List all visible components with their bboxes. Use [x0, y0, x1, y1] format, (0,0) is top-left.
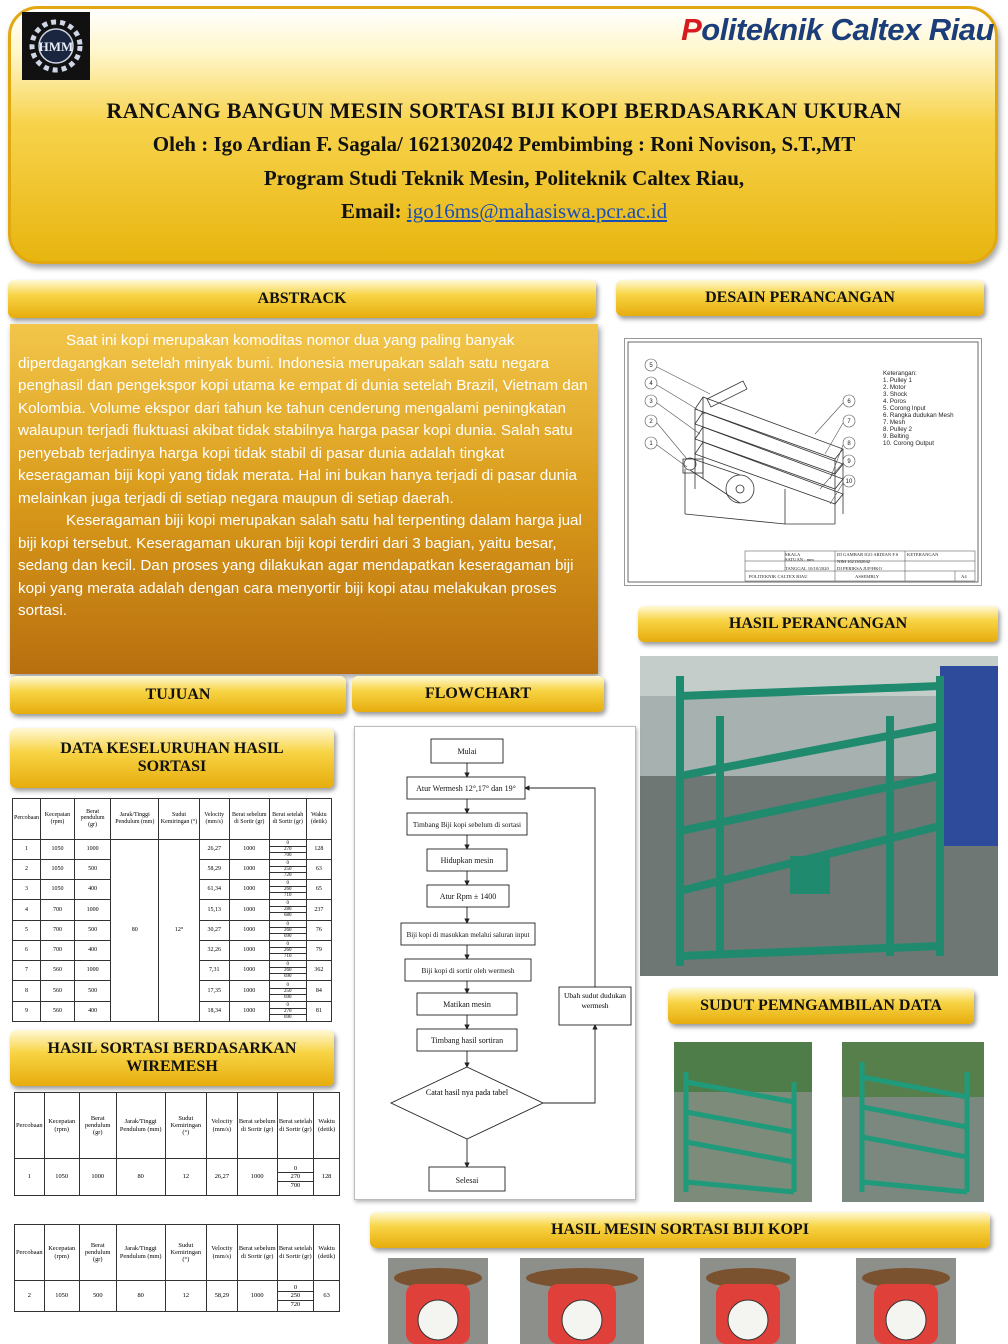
col-header: Kecepatan (rpm) [44, 1093, 79, 1159]
callout-9: 9 [847, 459, 851, 465]
scale-photo-4 [856, 1258, 956, 1344]
program-line: Program Studi Teknik Mesin, Politeknik Caltex Riau, [263, 166, 745, 190]
callout-1: 1 [649, 441, 653, 447]
col-header: Berat setelah di Sortir (gr) [269, 799, 306, 840]
col-header: Kecepatan (rpm) [41, 799, 75, 840]
col-header: Sudut Kemiringan (°) [165, 1225, 206, 1281]
abstract-paragraph-2: Keseragaman biji kopi merupakan salah satu hal terpenting dalam harga jual biji kopi tersebut. Keseragaman ukuran biji kopi terdiri dari 3 bagian, yaitu besar, sedang dan kecil. Dan proses yang dilakukan agar mendapatkan keseragaman biji kopi yang merata adalah dengan cara menyortir biji kopi atau melakukan proses sortasi. [18, 512, 582, 619]
author-line: Oleh : Igo Ardian F. Sagala/ 1621302042 Pembimbing : Roni Novison, S.T.,MT [152, 132, 856, 156]
col-header: Berat sebelum di Sortir (gr) [237, 1225, 277, 1281]
tb-skala: SKALA [785, 552, 801, 557]
keterangan-item: 6. Rangka dudukan Mesh [883, 412, 954, 419]
callout-2: 2 [649, 419, 653, 425]
abstract-box [10, 324, 598, 674]
flow-step: Hidupkan mesin [440, 856, 494, 865]
col-header: Jarak/Tinggi Pendulum (mm) [111, 799, 159, 840]
tb-keterangan: KETERANGAN [907, 552, 939, 557]
machine-photo [640, 656, 998, 976]
keterangan-title: Keterangan: [883, 370, 917, 377]
col-header: Waktu (detik) [314, 1225, 340, 1281]
callout-6: 6 [847, 399, 851, 405]
col-header: Sudut Kemiringan (°) [165, 1093, 206, 1159]
section-sudut: SUDUT PEMNGAMBILAN DATA [668, 988, 974, 1024]
tb-satuan: SATUAN : mm [785, 557, 814, 562]
table-row: 1 1050 1000 80 12° 26,27 1000 0 270 700 128 [13, 839, 332, 859]
keterangan-item: 2. Motor [883, 384, 906, 391]
keterangan-item: 3. Shock [883, 391, 908, 398]
keterangan-item: 8. Pulley 2 [883, 426, 912, 433]
col-header: Percobaan [15, 1093, 45, 1159]
flowchart-panel [354, 726, 636, 1200]
section-hasil-wiremesh: HASIL SORTASI BERDASARKAN WIREMESH [10, 1030, 334, 1086]
flow-step: Atur Wermesh 12°,17° dan 19° [416, 784, 516, 793]
email-label: Email: [340, 199, 407, 223]
callout-4: 4 [649, 381, 653, 387]
keterangan-item: 10. Corong Output [883, 440, 934, 447]
machine-drawing [625, 339, 981, 585]
table-w2-wrap [14, 1224, 340, 1312]
brand-name: Politeknik Caltex Riau [681, 12, 994, 47]
scale-photo-2 [520, 1258, 644, 1344]
col-header: Percobaan [13, 799, 41, 840]
col-header: Berat sebelum di Sortir (gr) [229, 799, 269, 840]
table-all-wrap [12, 798, 332, 1022]
section-tujuan: TUJUAN [10, 676, 346, 714]
section-data-keseluruhan: DATA KESELURUHAN HASIL SORTASI [10, 728, 334, 788]
table-row: 3 1050 400 61,34 1000 0 260 710 65 [13, 880, 332, 900]
keterangan-item: 5. Corong Input [883, 405, 926, 412]
tb-digambar: DI GAMBAR IGO ARDIAN F.S [837, 552, 899, 557]
email-link[interactable]: igo16ms@mahasiswa.pcr.ac.id [406, 199, 668, 223]
col-header: Berat pendulum (gr) [79, 1225, 116, 1281]
scale-photo-3 [700, 1258, 796, 1344]
col-header: Berat pendulum (gr) [79, 1093, 116, 1159]
col-header: Waktu (detik) [306, 799, 331, 840]
section-hasil-mesin: HASIL MESIN SORTASI BIJI KOPI [370, 1212, 990, 1248]
callout-7: 7 [847, 419, 851, 425]
table-row: 4 700 1000 15,13 1000 0 280 680 237 [13, 900, 332, 920]
flow-step-start: Mulai [457, 747, 477, 756]
tb-tanggal: TANGGAL 10/10/2020 [785, 566, 829, 571]
col-header: Velocity (mm/s) [207, 1225, 238, 1281]
section-abstrack: ABSTRACK [8, 280, 596, 318]
col-header: Kecepatan (rpm) [44, 1225, 79, 1281]
col-header: Berat sebelum di Sortir (gr) [237, 1093, 277, 1159]
brand-logo [681, 12, 994, 48]
col-header: Berat pendulum (gr) [74, 799, 110, 840]
keterangan-item: 7. Mesh [883, 419, 906, 426]
table-row: 1 1050 1000 80 12 26,27 1000 0 270 700 128 [15, 1159, 340, 1196]
keterangan-item: 4. Poros [883, 398, 907, 405]
angle-photo-1 [674, 1042, 812, 1202]
section-hasil-perancangan: HASIL PERANCANGAN [638, 606, 998, 642]
col-header: Velocity (mm/s) [199, 799, 229, 840]
tb-size: A4 [961, 574, 967, 579]
hmm-logo [22, 12, 90, 80]
col-header: Berat setelah di Sortir (gr) [277, 1225, 313, 1281]
tb-nim: NIM 1621302042 [837, 559, 871, 564]
flow-step: Biji kopi di sortir oleh wermesh [421, 966, 515, 975]
flowchart-diagram [355, 727, 635, 1199]
table-w2 [14, 1224, 340, 1312]
flow-step: Biji kopi di masukkan melalui saluran input [406, 931, 530, 939]
flow-step: Timbang Biji kopi sebelum di sortasi [412, 820, 522, 829]
callout-8: 8 [847, 441, 851, 447]
gear-icon [24, 14, 88, 78]
col-header: Percobaan [15, 1225, 45, 1281]
poster-title: RANCANG BANGUN MESIN SORTASI BIJI KOPI BERDASARKAN UKURAN [106, 98, 902, 123]
flow-side-step: Ubah sudut dudukan wermesh [563, 991, 627, 1010]
table-row: 7 560 1000 7,31 1000 0 260 690 362 [13, 961, 332, 981]
table-row: 6 700 400 32,26 1000 0 260 710 79 [13, 940, 332, 960]
keterangan-item: 1. Pulley 1 [883, 377, 912, 384]
table-all [12, 798, 332, 1022]
table-row: 5 700 500 30,27 1000 0 260 690 76 [13, 920, 332, 940]
col-header: Berat setelah di Sortir (gr) [277, 1093, 313, 1159]
flow-step: Timbang hasil sortiran [430, 1036, 504, 1045]
tb-assembly: ASSEMBLY [855, 574, 880, 579]
flow-step: Matikan mesin [443, 1000, 491, 1009]
svg-text:HMM: HMM [38, 39, 74, 54]
flow-decision: Catat hasil nya pada tabel [425, 1088, 509, 1097]
col-header: Jarak/Tinggi Pendulum (mm) [116, 1225, 165, 1281]
section-desain: DESAIN PERANCANGAN [616, 280, 984, 316]
keterangan-item: 9. Belting [883, 433, 909, 440]
angle-photo-2 [842, 1042, 984, 1202]
table-row: 8 560 500 17,35 1000 0 250 690 84 [13, 981, 332, 1001]
abstract-paragraph-1: Saat ini kopi merupakan komoditas nomor dua yang paling banyak diperdagangkan setelah minyak bumi. Indonesia merupakan salah satu negara penghasil dan pengekspor kopi utama ke empat di dunia setelah Brazil, Vietnam dan Kolombia. Volume ekspor dari tahun ke tahun cenderung mengalami peningkatan walaupun terjadi fluktuasi akibat tidak stabilnya harga pasar kopi dunia. Salah satu penyebab terjadinya harga kopi tidak stabil di pasar dunia adalah tingkat keseragaman biji kopi yang tidak merata. Hal ini bukan hanya terjadi di pasar dunia melainkan juga terjadi di setiap negara maupun di setiap daerah. [18, 332, 588, 507]
table-w1 [14, 1092, 340, 1196]
tb-diperiksa: DI PERIKSA JUP/HKO [837, 566, 882, 571]
callout-5: 5 [649, 363, 653, 369]
section-flowchart: FLOWCHART [352, 676, 604, 712]
col-header: Jarak/Tinggi Pendulum (mm) [116, 1093, 165, 1159]
table-row: 9 560 400 18,34 1000 0 270 690 81 [13, 1001, 332, 1021]
email-line [0, 199, 1008, 224]
col-header: Waktu (detik) [314, 1093, 340, 1159]
table-row: 2 1050 500 58,29 1000 0 250 720 63 [13, 859, 332, 879]
tb-institusi: POLITEKNIK CALTEX RIAU [749, 574, 808, 579]
table-row: 2 1050 500 80 12 58,29 1000 0 250 720 63 [15, 1281, 340, 1312]
scale-photo-1 [388, 1258, 488, 1344]
flow-step: Atur Rpm ± 1400 [439, 892, 497, 901]
table-w1-wrap [14, 1092, 340, 1196]
callout-3: 3 [649, 399, 653, 405]
design-drawing [624, 338, 982, 586]
flow-step-end: Selesai [455, 1176, 479, 1185]
col-header: Sudut Kemiringan (°) [159, 799, 199, 840]
callout-10: 10 [845, 479, 853, 485]
col-header: Velocity (mm/s) [207, 1093, 238, 1159]
